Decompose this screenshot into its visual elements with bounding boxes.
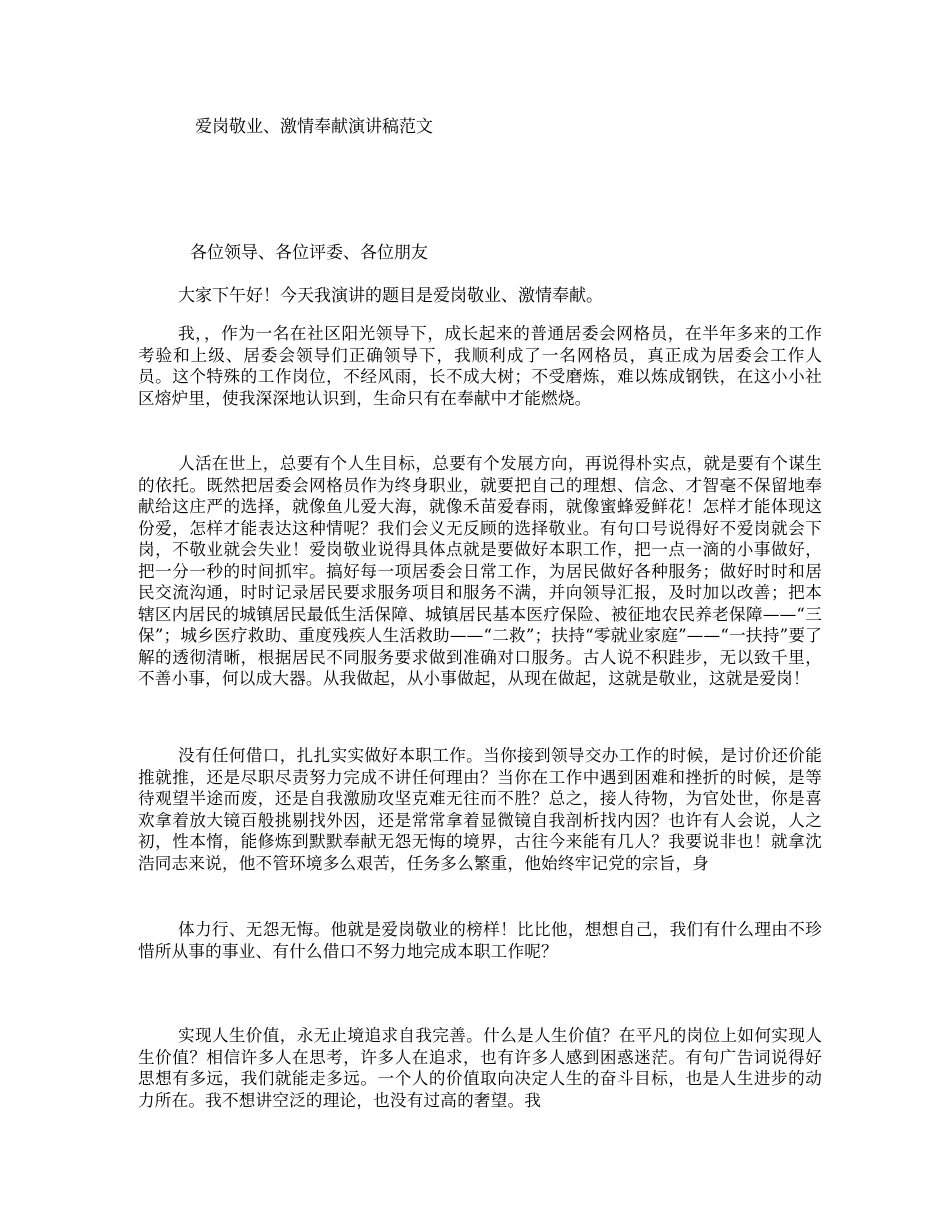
document-title: 爱岗敬业、激情奉献演讲稿范文 <box>195 117 433 137</box>
paragraph-2: 人活在世上，总要有个人生目标，总要有个发展方向，再说得朴实点，就是要有个谋生的依托。既然把居委会网格员作为终身职业，就要把自己的理想、信念、才智毫不保留地奉献给这庄严的选择，就像鱼儿爱大海，就像禾苗爱春雨，就像蜜蜂爱鲜花！怎样才能体现这份爱，怎样才能表达这种情呢？我们会义无反顾的选择敬业。有句口号说得好不爱岗就会下岗，不敬业就会失业！爱岗敬业说得具体点就是要做好本职工作，把一点一滴的小事做好，把一分一秒的时间抓牢。搞好每一项居委会日常工作，为居民做好各种服务；做好时时和居民交流沟通，时时记录居民要求服务项目和服务不满，并向领导汇报，及时加以改善；把本辖区内居民的城镇居民最低生活保障、城镇居民基本医疗保险、被征地农民养老保障——“三保”；城乡医疗救助、重度残疾人生活救助——“二救”；扶持“零就业家庭”——“一扶持”要了解的透彻清晰，根据居民不同服务要求做到准确对口服务。古人说不积跬步，无以致千里，不善小事，何以成大器。从我做起，从小事做起，从现在做起，这就是敬业，这就是爱岗！ <box>138 454 822 688</box>
paragraph-4: 体力行、无怨无悔。他就是爱岗敬业的榜样！比比他，想想自己，我们有什么理由不珍惜所从事的事业、有什么借口不努力地完成本职工作呢？ <box>138 920 822 961</box>
salutation: 各位领导、各位评委、各位朋友 <box>190 243 428 263</box>
paragraph-1: 我，，作为一名在社区阳光领导下，成长起来的普通居委会网格员，在半年多来的工作考验和上级、居委会领导们正确领导下，我顺利成了一名网格员，真正成为居委会工作人员。这个特殊的工作岗位，不经风雨，长不成大树；不受磨炼，难以炼成钢铁，在这小小社区熔炉里，使我深深地认识到，生命只有在奉献中才能燃烧。 <box>138 324 822 408</box>
greeting: 大家下午好！今天我演讲的题目是爱岗敬业、激情奉献。 <box>178 286 603 306</box>
paragraph-5: 实现人生价值，永无止境追求自我完善。什么是人生价值？在平凡的岗位上如何实现人生价值？相信许多人在思考，许多人在追求，也有许多人感到困惑迷茫。有句广告词说得好思想有多远，我们就能走多远。一个人的价值取向决定人生的奋斗目标，也是人生进步的动力所在。我不想讲空泛的理论，也没有过高的奢望。我 <box>138 1026 822 1110</box>
paragraph-3: 没有任何借口，扎扎实实做好本职工作。当你接到领导交办工作的时候，是讨价还价能推就推，还是尽职尽责努力完成不讲任何理由？当你在工作中遇到困难和挫折的时候，是等待观望半途而废，还是自我激励攻坚克难无往而不胜？总之，接人待物，为官处世，你是喜欢拿着放大镜百般挑剔找外因，还是常常拿着显微镜自我剖析找内因？也许有人会说，人之初，性本惰，能修炼到默默奉献无怨无悔的境界，古往今来能有几人？我要说非也！就拿沈浩同志来说，他不管环境多么艰苦，任务多么繁重，他始终牢记党的宗旨，身 <box>138 746 822 873</box>
